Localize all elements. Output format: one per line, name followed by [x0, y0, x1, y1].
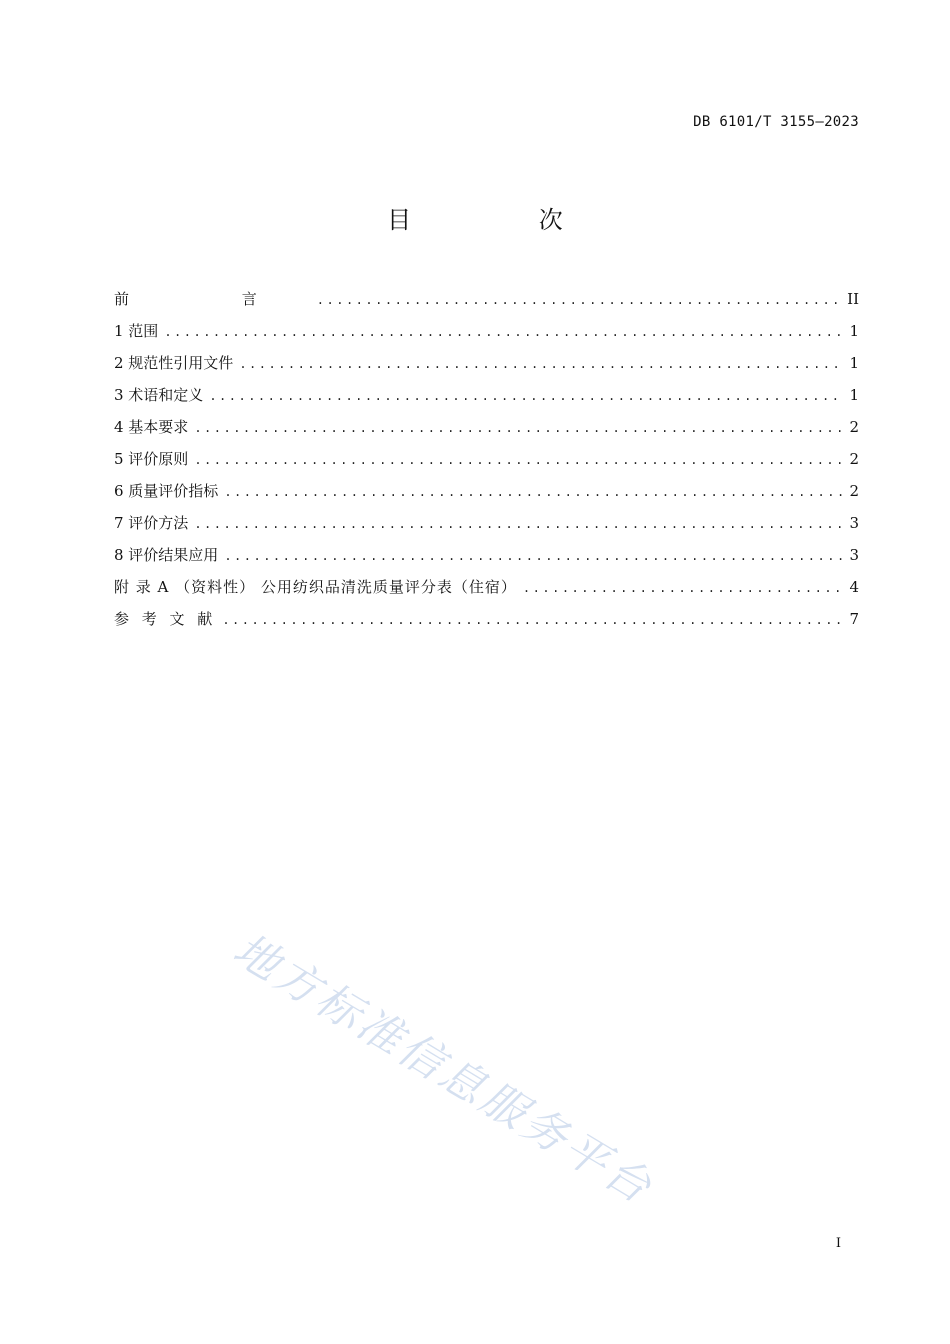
toc-entry-evaluation-methods[interactable]	[114, 511, 859, 543]
toc-leader-dots	[194, 416, 843, 440]
toc-leader-dots	[317, 288, 841, 312]
toc-entry-label: 4 基本要求	[114, 418, 189, 436]
toc-leader-dots	[194, 512, 843, 536]
toc-leader-dots	[222, 608, 843, 632]
toc-entry-label: 1 范围	[114, 322, 159, 340]
toc-entry-label: 2 规范性引用文件	[114, 354, 234, 372]
watermark: 地方标准信息服务平台	[224, 923, 663, 1215]
toc-entry-label: 前 言	[114, 290, 311, 308]
toc-leader-dots	[224, 480, 843, 504]
standard-code: DB 6101/T 3155—2023	[693, 114, 859, 130]
toc-entry-quality-indicators[interactable]	[114, 479, 859, 511]
table-of-contents	[114, 287, 859, 639]
toc-entry-evaluation-principles[interactable]	[114, 447, 859, 479]
toc-leader-dots	[224, 544, 843, 568]
toc-entry-label: 8 评价结果应用	[114, 546, 219, 564]
toc-entry-page: 2	[849, 450, 859, 468]
toc-entry-page: 3	[849, 514, 859, 532]
toc-entry-page: 2	[849, 418, 859, 436]
toc-entry-normative-references[interactable]	[114, 351, 859, 383]
toc-entry-label: 3 术语和定义	[114, 386, 204, 404]
toc-leader-dots	[164, 320, 843, 344]
toc-entry-label: 6 质量评价指标	[114, 482, 219, 500]
toc-entry-page: 1	[849, 322, 859, 340]
toc-entry-page: II	[847, 290, 859, 308]
footer-page-number: I	[835, 1236, 841, 1251]
toc-entry-scope[interactable]	[114, 319, 859, 351]
page-title: 目 次	[387, 206, 623, 234]
toc-leader-dots	[239, 352, 843, 376]
toc-entry-page: 2	[849, 482, 859, 500]
toc-entry-foreword[interactable]	[114, 287, 859, 319]
toc-entry-label: 参 考 文 献	[114, 610, 217, 628]
toc-entry-bibliography[interactable]	[114, 607, 859, 639]
toc-entry-result-application[interactable]	[114, 543, 859, 575]
toc-entry-label: 附 录 A （资料性） 公用纺织品清洗质量评分表（住宿）	[114, 578, 517, 596]
toc-entry-appendix-a[interactable]	[114, 575, 859, 607]
toc-entry-label: 5 评价原则	[114, 450, 189, 468]
toc-entry-terms-definitions[interactable]	[114, 383, 859, 415]
toc-leader-dots	[523, 576, 843, 600]
toc-leader-dots	[209, 384, 843, 408]
toc-entry-basic-requirements[interactable]	[114, 415, 859, 447]
toc-entry-page: 3	[849, 546, 859, 564]
toc-entry-label: 7 评价方法	[114, 514, 189, 532]
toc-entry-page: 7	[849, 610, 859, 628]
toc-entry-page: 4	[849, 578, 859, 596]
toc-entry-page: 1	[849, 386, 859, 404]
toc-leader-dots	[194, 448, 843, 472]
toc-entry-page: 1	[849, 354, 859, 372]
